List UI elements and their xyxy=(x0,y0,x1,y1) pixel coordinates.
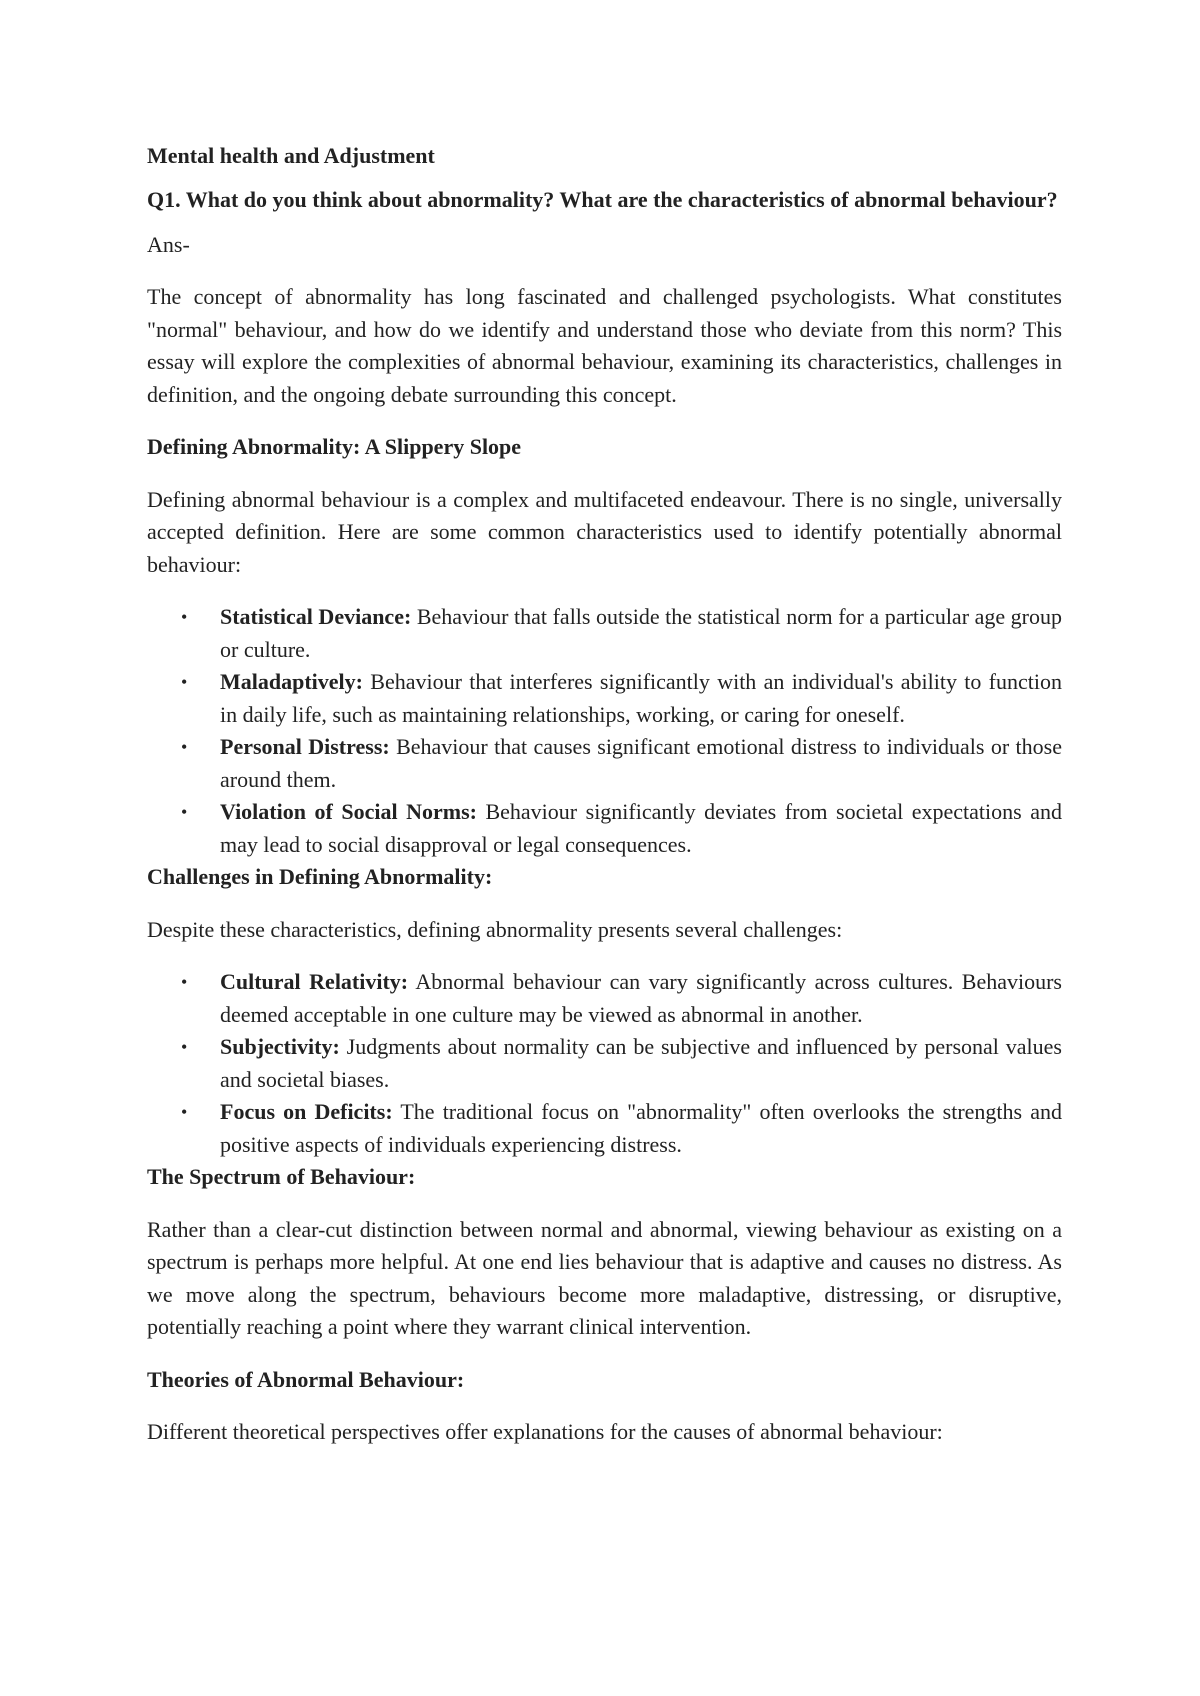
list-item-desc: Behaviour that interferes significantly with an individual's ability to function in daily life, such as maintaining relationships, working, or caring for oneself. xyxy=(220,669,1062,727)
answer-label: Ans- xyxy=(147,231,190,257)
section-heading-challenges: Challenges in Defining Abnormality: xyxy=(147,864,493,889)
list-item xyxy=(181,1096,1062,1161)
section-heading-defining-abnormality: Defining Abnormality: A Slippery Slope xyxy=(147,434,522,459)
document-title: Mental health and Adjustment xyxy=(147,143,435,168)
intro-paragraph: The concept of abnormality has long fascinated and challenged psychologists. What constitutes "normal" behaviour, and how do we identify and understand those who deviate from this norm? This essay will explore the complexities of abnormal behaviour, examining its characteristics, challenges in definition, and the ongoing debate surrounding this concept. xyxy=(147,284,1062,407)
characteristics-list xyxy=(147,601,1062,861)
section-heading-spectrum: The Spectrum of Behaviour: xyxy=(147,1164,416,1189)
list-item-desc: Behaviour that causes significant emotional distress to individuals or those around them. xyxy=(220,734,1062,792)
section-paragraph-defining-abnormality: Defining abnormal behaviour is a complex and multifaceted endeavour. There is no single, universally accepted definition. Here are some common characteristics used to identify potentially abnormal behaviour: xyxy=(147,486,1062,577)
list-item-term: Violation of Social Norms: xyxy=(220,799,477,824)
section-paragraph-theories: Different theoretical perspectives offer explanations for the causes of abnormal behaviour: xyxy=(147,1419,943,1444)
list-item-term: Subjectivity: xyxy=(220,1034,340,1059)
list-item xyxy=(181,601,1062,666)
list-item xyxy=(181,666,1062,731)
section-heading-theories: Theories of Abnormal Behaviour: xyxy=(147,1366,465,1392)
list-item-desc: Behaviour significantly deviates from societal expectations and may lead to social disapproval or legal consequences. xyxy=(220,799,1062,857)
list-item-term: Personal Distress: xyxy=(220,734,390,759)
bullet-icon: • xyxy=(181,1102,188,1122)
section-paragraph-spectrum: Rather than a clear-cut distinction between normal and abnormal, viewing behaviour as existing on a spectrum is perhaps more helpful. At one end lies behaviour that is adaptive and causes no distress. As we move along the spectrum, behaviours become more maladaptive, distressing, or disruptive, potentially reaching a point where they warrant clinical intervention. xyxy=(147,1216,1062,1339)
list-item-term: Maladaptively: xyxy=(220,669,363,694)
list-item xyxy=(181,966,1062,1031)
section-paragraph-challenges: Despite these characteristics, defining abnormality presents several challenges: xyxy=(147,916,843,942)
list-item-term: Statistical Deviance: xyxy=(220,604,412,629)
list-item-desc: Abnormal behaviour can vary significantly across cultures. Behaviours deemed acceptable in one culture may be viewed as abnormal in another. xyxy=(220,969,1062,1027)
list-item xyxy=(181,796,1062,861)
list-item-desc: The traditional focus on "abnormality" often overlooks the strengths and positive aspects of individuals experiencing distress. xyxy=(220,1099,1062,1157)
challenges-list xyxy=(147,966,1062,1161)
list-item-term: Cultural Relativity: xyxy=(220,969,409,994)
bullet-icon: • xyxy=(181,607,188,627)
list-item xyxy=(181,1031,1062,1096)
list-item-term: Focus on Deficits: xyxy=(220,1099,393,1124)
document-body xyxy=(147,140,1062,1469)
question-text: Q1. What do you think about abnormality? What are the characteristics of abnormal behaviour? xyxy=(147,187,1058,212)
list-item xyxy=(181,731,1062,796)
list-item-desc: Behaviour that falls outside the statistical norm for a particular age group or culture. xyxy=(220,604,1062,662)
bullet-icon: • xyxy=(181,672,188,692)
bullet-icon: • xyxy=(181,737,188,757)
bullet-icon: • xyxy=(181,972,188,992)
bullet-icon: • xyxy=(181,1037,188,1057)
list-item-desc: Judgments about normality can be subjective and influenced by personal values and societal biases. xyxy=(220,1034,1062,1092)
bullet-icon: • xyxy=(181,802,188,822)
